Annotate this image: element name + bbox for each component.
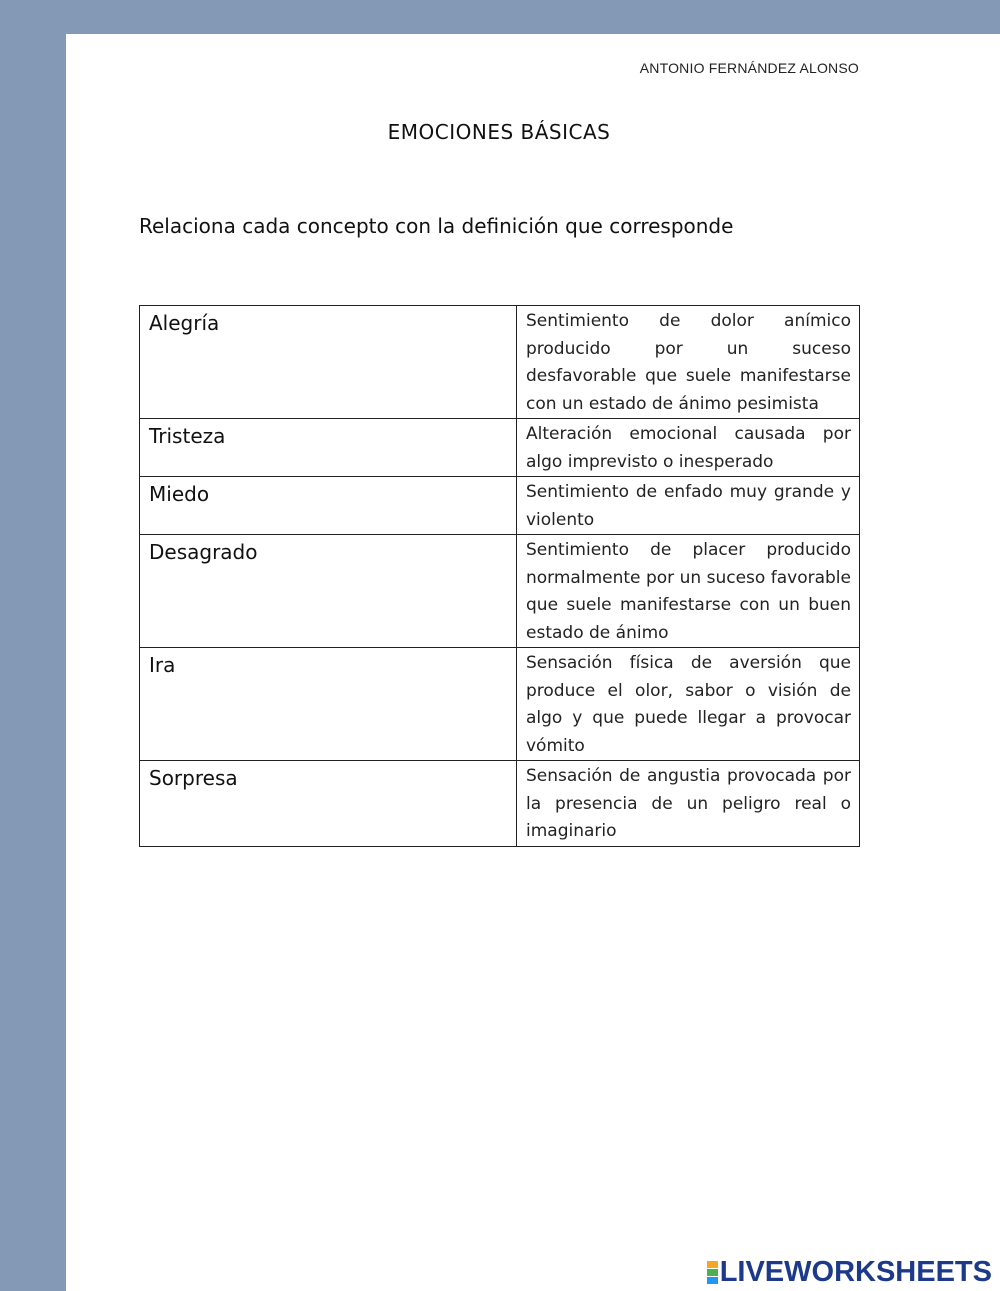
definition-cell[interactable]: Sensación de angustia provocada por la presencia de un peligro real o imaginario xyxy=(517,761,860,847)
table-row xyxy=(140,477,860,535)
concept-cell[interactable]: Ira xyxy=(140,648,517,761)
author-name: ANTONIO FERNÁNDEZ ALONSO xyxy=(639,60,859,76)
logo-block xyxy=(707,1269,718,1276)
definition-cell[interactable]: Sentimiento de enfado muy grande y violento xyxy=(517,477,860,535)
concept-cell[interactable]: Alegría xyxy=(140,306,517,419)
logo-block xyxy=(707,1277,718,1284)
definition-cell[interactable]: Sentimiento de placer producido normalmente por un suceso favorable que suele manifestarse con un buen estado de ánimo xyxy=(517,535,860,648)
matching-table xyxy=(139,305,860,847)
page-title: EMOCIONES BÁSICAS xyxy=(387,120,611,144)
table-row xyxy=(140,306,860,419)
definition-cell[interactable]: Sentimiento de dolor anímico producido por un suceso desfavorable que suele manifestarse con un estado de ánimo pesimista xyxy=(517,306,860,419)
liveworksheets-logo xyxy=(707,1257,992,1287)
logo-block xyxy=(707,1261,718,1268)
logo-text: LIVEWORKSHEETS xyxy=(719,1256,992,1288)
logo-blocks-icon xyxy=(707,1260,718,1284)
concept-cell[interactable]: Sorpresa xyxy=(140,761,517,847)
concept-cell[interactable]: Tristeza xyxy=(140,419,517,477)
table-row xyxy=(140,419,860,477)
definition-cell[interactable]: Alteración emocional causada por algo imprevisto o inesperado xyxy=(517,419,860,477)
concept-cell[interactable]: Miedo xyxy=(140,477,517,535)
definition-cell[interactable]: Sensación física de aversión que produce el olor, sabor o visión de algo y que puede llegar a provocar vómito xyxy=(517,648,860,761)
table-row xyxy=(140,648,860,761)
table-row xyxy=(140,535,860,648)
worksheet-page xyxy=(66,34,1000,1291)
concept-cell[interactable]: Desagrado xyxy=(140,535,517,648)
instruction-text: Relaciona cada concepto con la definición que corresponde xyxy=(139,214,734,238)
table-row xyxy=(140,761,860,847)
